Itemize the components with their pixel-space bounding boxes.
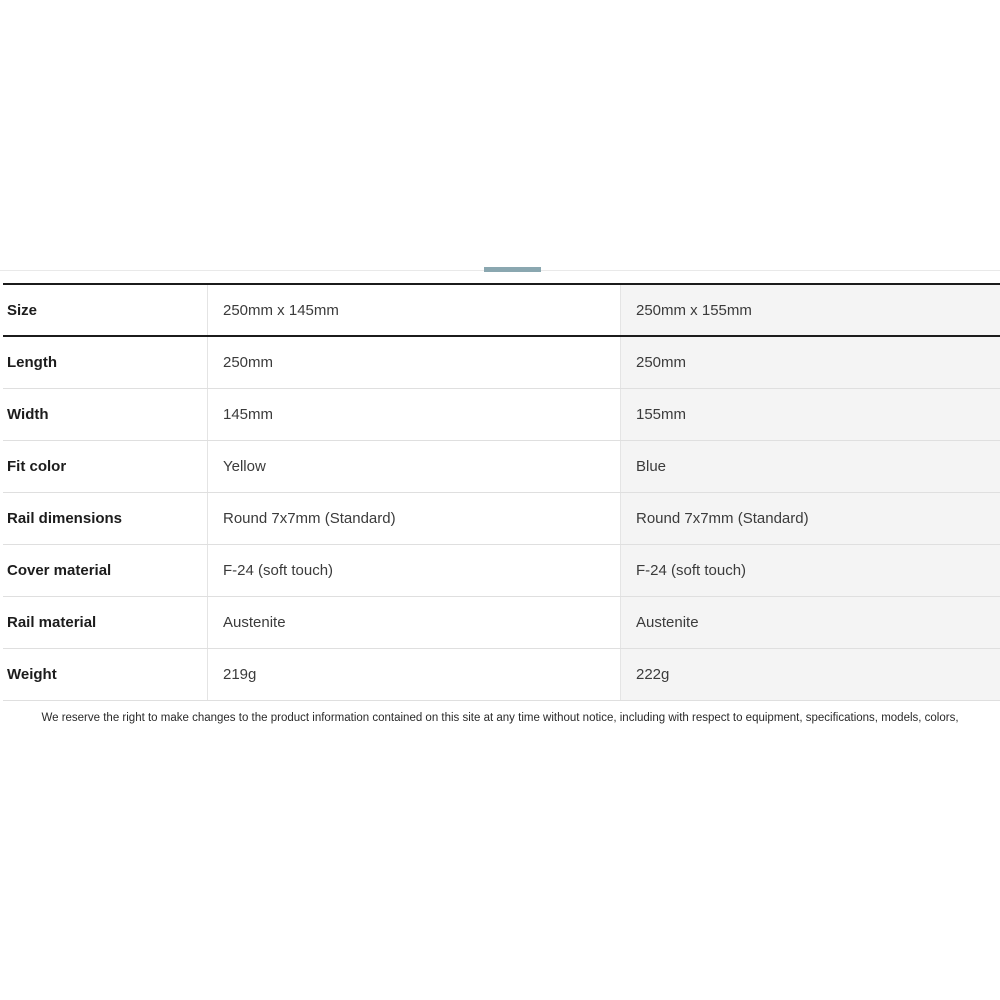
spec-value-product-b: Round 7x7mm (Standard) xyxy=(621,492,1000,544)
table-row xyxy=(3,648,1000,700)
spec-value-product-b: F-24 (soft touch) xyxy=(621,544,1000,596)
spec-value-product-a: 219g xyxy=(208,648,621,700)
table-row xyxy=(3,440,1000,492)
spec-label: Cover material xyxy=(3,544,208,596)
spec-label: Width xyxy=(3,388,208,440)
table-row xyxy=(3,388,1000,440)
spec-value-product-b: Blue xyxy=(621,440,1000,492)
spec-value-product-a: Yellow xyxy=(208,440,621,492)
spec-value-product-b: 250mm x 155mm xyxy=(621,284,1000,336)
spec-value-product-b: 250mm xyxy=(621,336,1000,388)
spec-label: Weight xyxy=(3,648,208,700)
spec-comparison-table xyxy=(3,283,1000,701)
spec-label: Size xyxy=(3,284,208,336)
table-row xyxy=(3,492,1000,544)
table-row xyxy=(3,544,1000,596)
table-row xyxy=(3,596,1000,648)
spec-value-product-a: Austenite xyxy=(208,596,621,648)
active-tab-indicator xyxy=(484,267,541,272)
table-row xyxy=(3,336,1000,388)
spec-value-product-a: 145mm xyxy=(208,388,621,440)
spec-value-product-b: 155mm xyxy=(621,388,1000,440)
spec-label: Fit color xyxy=(3,440,208,492)
spec-value-product-b: Austenite xyxy=(621,596,1000,648)
spec-value-product-a: F-24 (soft touch) xyxy=(208,544,621,596)
disclaimer-text: We reserve the right to make changes to the product information contained on this site at any time without notice, including with respect to equipment, specifications, models, colors, xyxy=(41,712,959,724)
spec-label: Rail dimensions xyxy=(3,492,208,544)
spec-label: Length xyxy=(3,336,208,388)
spec-value-product-a: 250mm xyxy=(208,336,621,388)
table-row xyxy=(3,284,1000,336)
spec-value-product-a: Round 7x7mm (Standard) xyxy=(208,492,621,544)
spec-label: Rail material xyxy=(3,596,208,648)
spec-value-product-b: 222g xyxy=(621,648,1000,700)
spec-value-product-a: 250mm x 145mm xyxy=(208,284,621,336)
